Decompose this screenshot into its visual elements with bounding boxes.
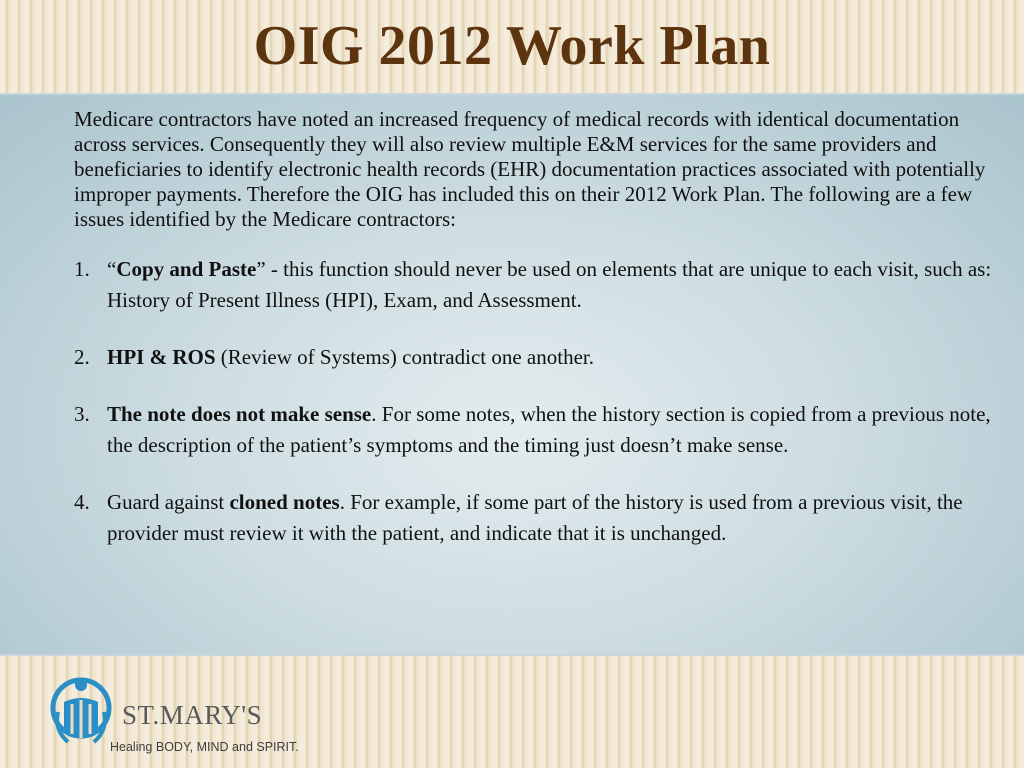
footer bbox=[0, 660, 1024, 768]
item-text: (Review of Systems) contradict one another. bbox=[215, 345, 594, 369]
st-marys-logo bbox=[50, 672, 300, 752]
list-item-4 bbox=[74, 487, 1004, 549]
item-number: 4. bbox=[74, 490, 90, 514]
list-item-2 bbox=[74, 342, 1004, 373]
list-item-3 bbox=[74, 399, 1004, 461]
item-open-quote: “ bbox=[107, 257, 117, 281]
intro-paragraph: Medicare contractors have noted an increased frequency of medical records with identical documentation across services. Consequently they will also review multiple E&M services for the same providers and beneficiaries to identify electronic health records (EHR) documentation practices associated with potentially improper payments. Therefore the OIG has included this on their 2012 Work Plan. The following are a few issues identified by the Medicare contractors: bbox=[74, 107, 986, 231]
item-number: 3. bbox=[74, 402, 90, 426]
logo-tagline: Healing BODY, MIND and SPIRIT. bbox=[110, 740, 299, 754]
list-item-1 bbox=[74, 254, 1004, 316]
item-text: . For some notes, when the history section is copied from a previous note, the description of the patient’s symptoms and the timing just doesn’t make sense. bbox=[107, 402, 991, 457]
item-text: . For example, if some part of the history is used from a previous visit, the provider must review it with the patient, and indicate that it is unchanged. bbox=[107, 490, 963, 545]
item-number: 1. bbox=[74, 257, 90, 281]
item-bold-text: Copy and Paste bbox=[116, 257, 257, 281]
st-marys-logo-icon bbox=[50, 672, 112, 752]
slide-title: OIG 2012 Work Plan bbox=[253, 15, 771, 77]
logo-name: ST.MARY'S bbox=[122, 700, 263, 730]
item-bold-text: HPI & ROS bbox=[107, 345, 216, 369]
title-band bbox=[0, 0, 1024, 92]
item-number: 2. bbox=[74, 345, 90, 369]
content-panel bbox=[0, 93, 1024, 656]
item-bold-text: cloned notes bbox=[229, 490, 340, 514]
item-text: ” - this function should never be used on elements that are unique to each visit, such as: History of Present Illness (HPI), Exam, and Assessment. bbox=[107, 257, 992, 312]
content-body bbox=[74, 107, 1004, 575]
item-bold-text: The note does not make sense bbox=[107, 402, 372, 426]
item-prefix: Guard against bbox=[107, 490, 230, 514]
